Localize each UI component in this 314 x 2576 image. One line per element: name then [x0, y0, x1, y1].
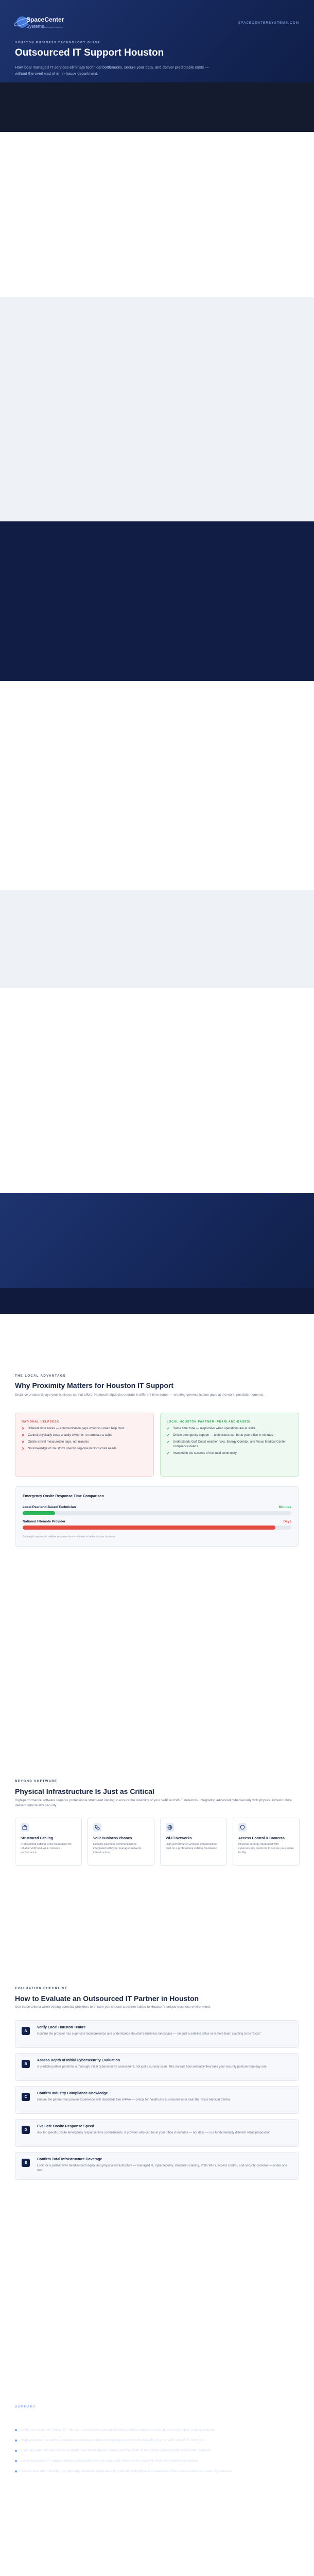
response-value: Days: [283, 1520, 291, 1523]
local-partner-box: [160, 1413, 299, 1477]
check-icon: ✓: [167, 1440, 170, 1444]
evaluate-title: How to Evaluate an Outsourced IT Partner in Houston: [15, 1994, 199, 2003]
check-icon: ✓: [167, 1427, 170, 1431]
x-icon: ✕: [22, 1447, 25, 1451]
cybersecurity-section: [0, 521, 314, 681]
infra-card: [233, 1818, 300, 1866]
infra-card-title: Wi-Fi Networks: [166, 1837, 192, 1840]
proximity-section: [0, 681, 314, 1538]
checklist-title: Verify Local Houston Tenure: [37, 2026, 86, 2029]
list-item-text: Invested in the success of the local community: [173, 1452, 237, 1455]
check-icon: ✓: [167, 1452, 170, 1455]
checklist-desc: Confirm the provider has a genuine local presence and understands Houston's business landscape — not just a satellite office or remote team claiming to be "local.": [37, 2032, 261, 2036]
infra-card: [15, 1818, 82, 1866]
briefcase-icon: [21, 1823, 29, 1832]
list-item-text: Understands Gulf Coast weather risks, Energy Corridor, and Texas Medical Center compliance needs: [173, 1440, 286, 1448]
infra-title: Physical Infrastructure Is Just as Critical: [15, 1787, 154, 1795]
response-note: Bar length represents relative response time — shorter is better for your business: [23, 1535, 116, 1538]
list-item: [167, 1440, 292, 1449]
response-title: Emergency Onsite Response Time Comparison: [23, 1495, 104, 1498]
x-icon: ✕: [22, 1440, 25, 1444]
response-label: Local Pearland-Based Technician: [23, 1505, 76, 1509]
infra-card: [160, 1818, 227, 1866]
infra-card-desc: High-performance wireless infrastructure built on a professional cabling foundation: [166, 1843, 217, 1850]
problem-section: [0, 82, 314, 132]
shield-icon: [238, 1823, 247, 1832]
response-value: Minutes: [278, 1505, 291, 1509]
proximity-eyebrow: THE LOCAL ADVANTAGE: [15, 1375, 66, 1378]
checklist-item: [15, 2152, 299, 2180]
local-header: LOCAL HOUSTON PARTNER (PEARLAND-BASED): [167, 1420, 251, 1423]
list-item: [167, 1427, 292, 1431]
checklist-desc: A credible partner performs a thorough initial cybersecurity assessment, not just a cursory scan. This reveals how seriously they take your security posture from day one.: [37, 2065, 268, 2069]
checklist-title: Confirm Total Infrastructure Coverage: [37, 2158, 102, 2161]
proximity-subtitle: Distance creates delays your business cannot afford. National helpdesks operate in different time zones — creating communication gaps at the worst possible moments.: [15, 1393, 265, 1397]
list-item-text: Onsite arrival measured in days, not minutes: [28, 1440, 89, 1444]
response-label: National / Remote Provider: [23, 1520, 66, 1523]
list-item-text: No knowledge of Houston's specific regional infrastructure needs: [28, 1447, 117, 1450]
takeaway-item: Secure your entire facility by integrating advanced cybersecurity protocols with physical infrastructure like access control and security cameras.: [15, 2469, 233, 2473]
checklist-letter: D: [22, 2126, 30, 2134]
evaluate-eyebrow: EVALUATION CHECKLIST: [15, 1987, 68, 1990]
checklist-item: [15, 2086, 299, 2114]
list-item-text: Onsite emergency support — technicians can be at your office in minutes: [173, 1434, 273, 1437]
response-time-comparison: [15, 1486, 299, 1547]
proximity-title: Why Proximity Matters for Houston IT Support: [15, 1381, 174, 1389]
checklist-title: Assess Depth of Initial Cybersecurity Evaluation: [37, 2059, 120, 2062]
takeaways-eyebrow: SUMMARY: [15, 2405, 36, 2409]
infra-card-desc: Physical security integrated with cybersecurity protocols to secure your entire facility: [238, 1843, 294, 1854]
infra-card-title: VoIP Business Phones: [93, 1837, 132, 1840]
takeaway-item: Shift from a reactive "break-fix" mindset to a proactive partnership that identifies network issues before they impact your operations.: [15, 2428, 215, 2432]
phone-icon: [93, 1823, 101, 1832]
checklist-letter: C: [22, 2093, 30, 2101]
x-icon: ✕: [22, 1427, 25, 1431]
national-helpdesk-box: [15, 1413, 154, 1477]
response-row-local: [23, 1505, 291, 1515]
checklist-desc: Ask for specific onsite emergency response time commitments. A provider who can be at your office in minutes — not days — is a fundamentally different value proposition.: [37, 2131, 272, 2134]
components-section: [0, 297, 314, 521]
takeaway-item: Local outsourced IT support delivers predictable monthly costs and faster onsite response times than national providers.: [15, 2459, 199, 2463]
checklist-item: [15, 2119, 299, 2147]
infra-card-title: Structured Cabling: [21, 1837, 54, 1840]
list-item: [22, 1427, 147, 1431]
brand-name: SpaceCenter: [26, 16, 64, 23]
checklist-desc: Ensure the partner has proven experience with standards like HIPAA — critical for healthcare businesses in or near the Texas Medical Center.: [37, 2098, 231, 2102]
infra-card-desc: Professional cabling is the foundation for reliable VoIP and Wi-Fi network performance: [21, 1843, 72, 1854]
list-item-text: Cannot physically swap a faulty switch or re-terminate a cable: [28, 1434, 113, 1437]
list-item: [167, 1451, 292, 1456]
takeaway-item: Evaluate potential partners by verifying their local Houston tenure and the depth of their initial cybersecurity assessment process.: [15, 2449, 212, 2452]
list-item: [22, 1447, 147, 1451]
response-fill: [23, 1526, 275, 1530]
checklist-letter: B: [22, 2060, 30, 2068]
list-item-text: Different time zones — communication gaps when you need help most: [28, 1427, 125, 1430]
takeaway-item: High-performance software requires professional structured cabling to ensure the reliability of your VoIP and Wi-Fi networks.: [15, 2438, 205, 2442]
response-track: [23, 1526, 291, 1530]
checklist-title: Confirm Industry Compliance Knowledge: [37, 2092, 108, 2095]
response-track: [23, 1511, 291, 1515]
page-title: Outsourced IT Support Houston: [15, 47, 164, 58]
takeaways-title: Key Takeaways: [15, 2413, 68, 2421]
infra-subtitle: High-performance software requires professional structured cabling to ensure the reliability of your VoIP and Wi-Fi networks. Integrating advanced cybersecurity with physical infrastructure delivers total facility security.: [15, 1799, 292, 1807]
response-row-national: [23, 1520, 291, 1530]
evaluate-subtitle: Use these criteria when vetting potential providers to ensure you choose a partner suited to Houston's unique business environment.: [15, 2005, 211, 2009]
hero-section: [0, 0, 314, 82]
comparison-section: [0, 132, 314, 297]
check-icon: ✓: [167, 1434, 170, 1437]
checklist-letter: E: [22, 2159, 30, 2167]
brand-name-2: Systems: [26, 24, 44, 29]
response-fill: [23, 1511, 55, 1515]
list-item: [22, 1440, 147, 1445]
infra-eyebrow: BEYOND SOFTWARE: [15, 1780, 58, 1783]
x-icon: ✕: [22, 1434, 25, 1437]
hero-eyebrow: HOUSTON BUSINESS TECHNOLOGY GUIDE: [15, 41, 100, 44]
infra-card: [88, 1818, 154, 1866]
list-item-text: Same time zone — responsive when operations are at stake: [173, 1427, 256, 1430]
globe-icon: [166, 1823, 174, 1832]
footer: [0, 1288, 314, 1314]
list-item: [22, 1433, 147, 1438]
checklist-item: [15, 2020, 299, 2048]
site-url[interactable]: SPACECENTERSYSTEMS.COM: [238, 21, 299, 25]
brand-tagline: Technology Solutions: [43, 26, 63, 28]
checklist-title: Evaluate Onsite Response Speed: [37, 2125, 94, 2128]
checklist-item: [15, 2053, 299, 2081]
hero-subtitle: How local managed IT services eliminate technical bottlenecks, secure your data, and deliver predictable costs — without the overhead of an in-house department.: [15, 65, 209, 76]
national-header: NATIONAL HELPDESK: [22, 1420, 59, 1423]
infra-card-title: Access Control & Cameras: [238, 1837, 285, 1840]
infra-card-desc: Reliable business communications integrated with your managed network infrastructure: [93, 1843, 142, 1854]
brand-logo[interactable]: [15, 14, 72, 32]
list-item: [167, 1433, 292, 1438]
checklist-desc: Look for a partner who handles both digital and physical infrastructure — managed IT, cybersecurity, structured cabling, VoIP, Wi-Fi, access control, and security cameras — under one roof.: [37, 2164, 287, 2172]
checklist-letter: A: [22, 2027, 30, 2035]
